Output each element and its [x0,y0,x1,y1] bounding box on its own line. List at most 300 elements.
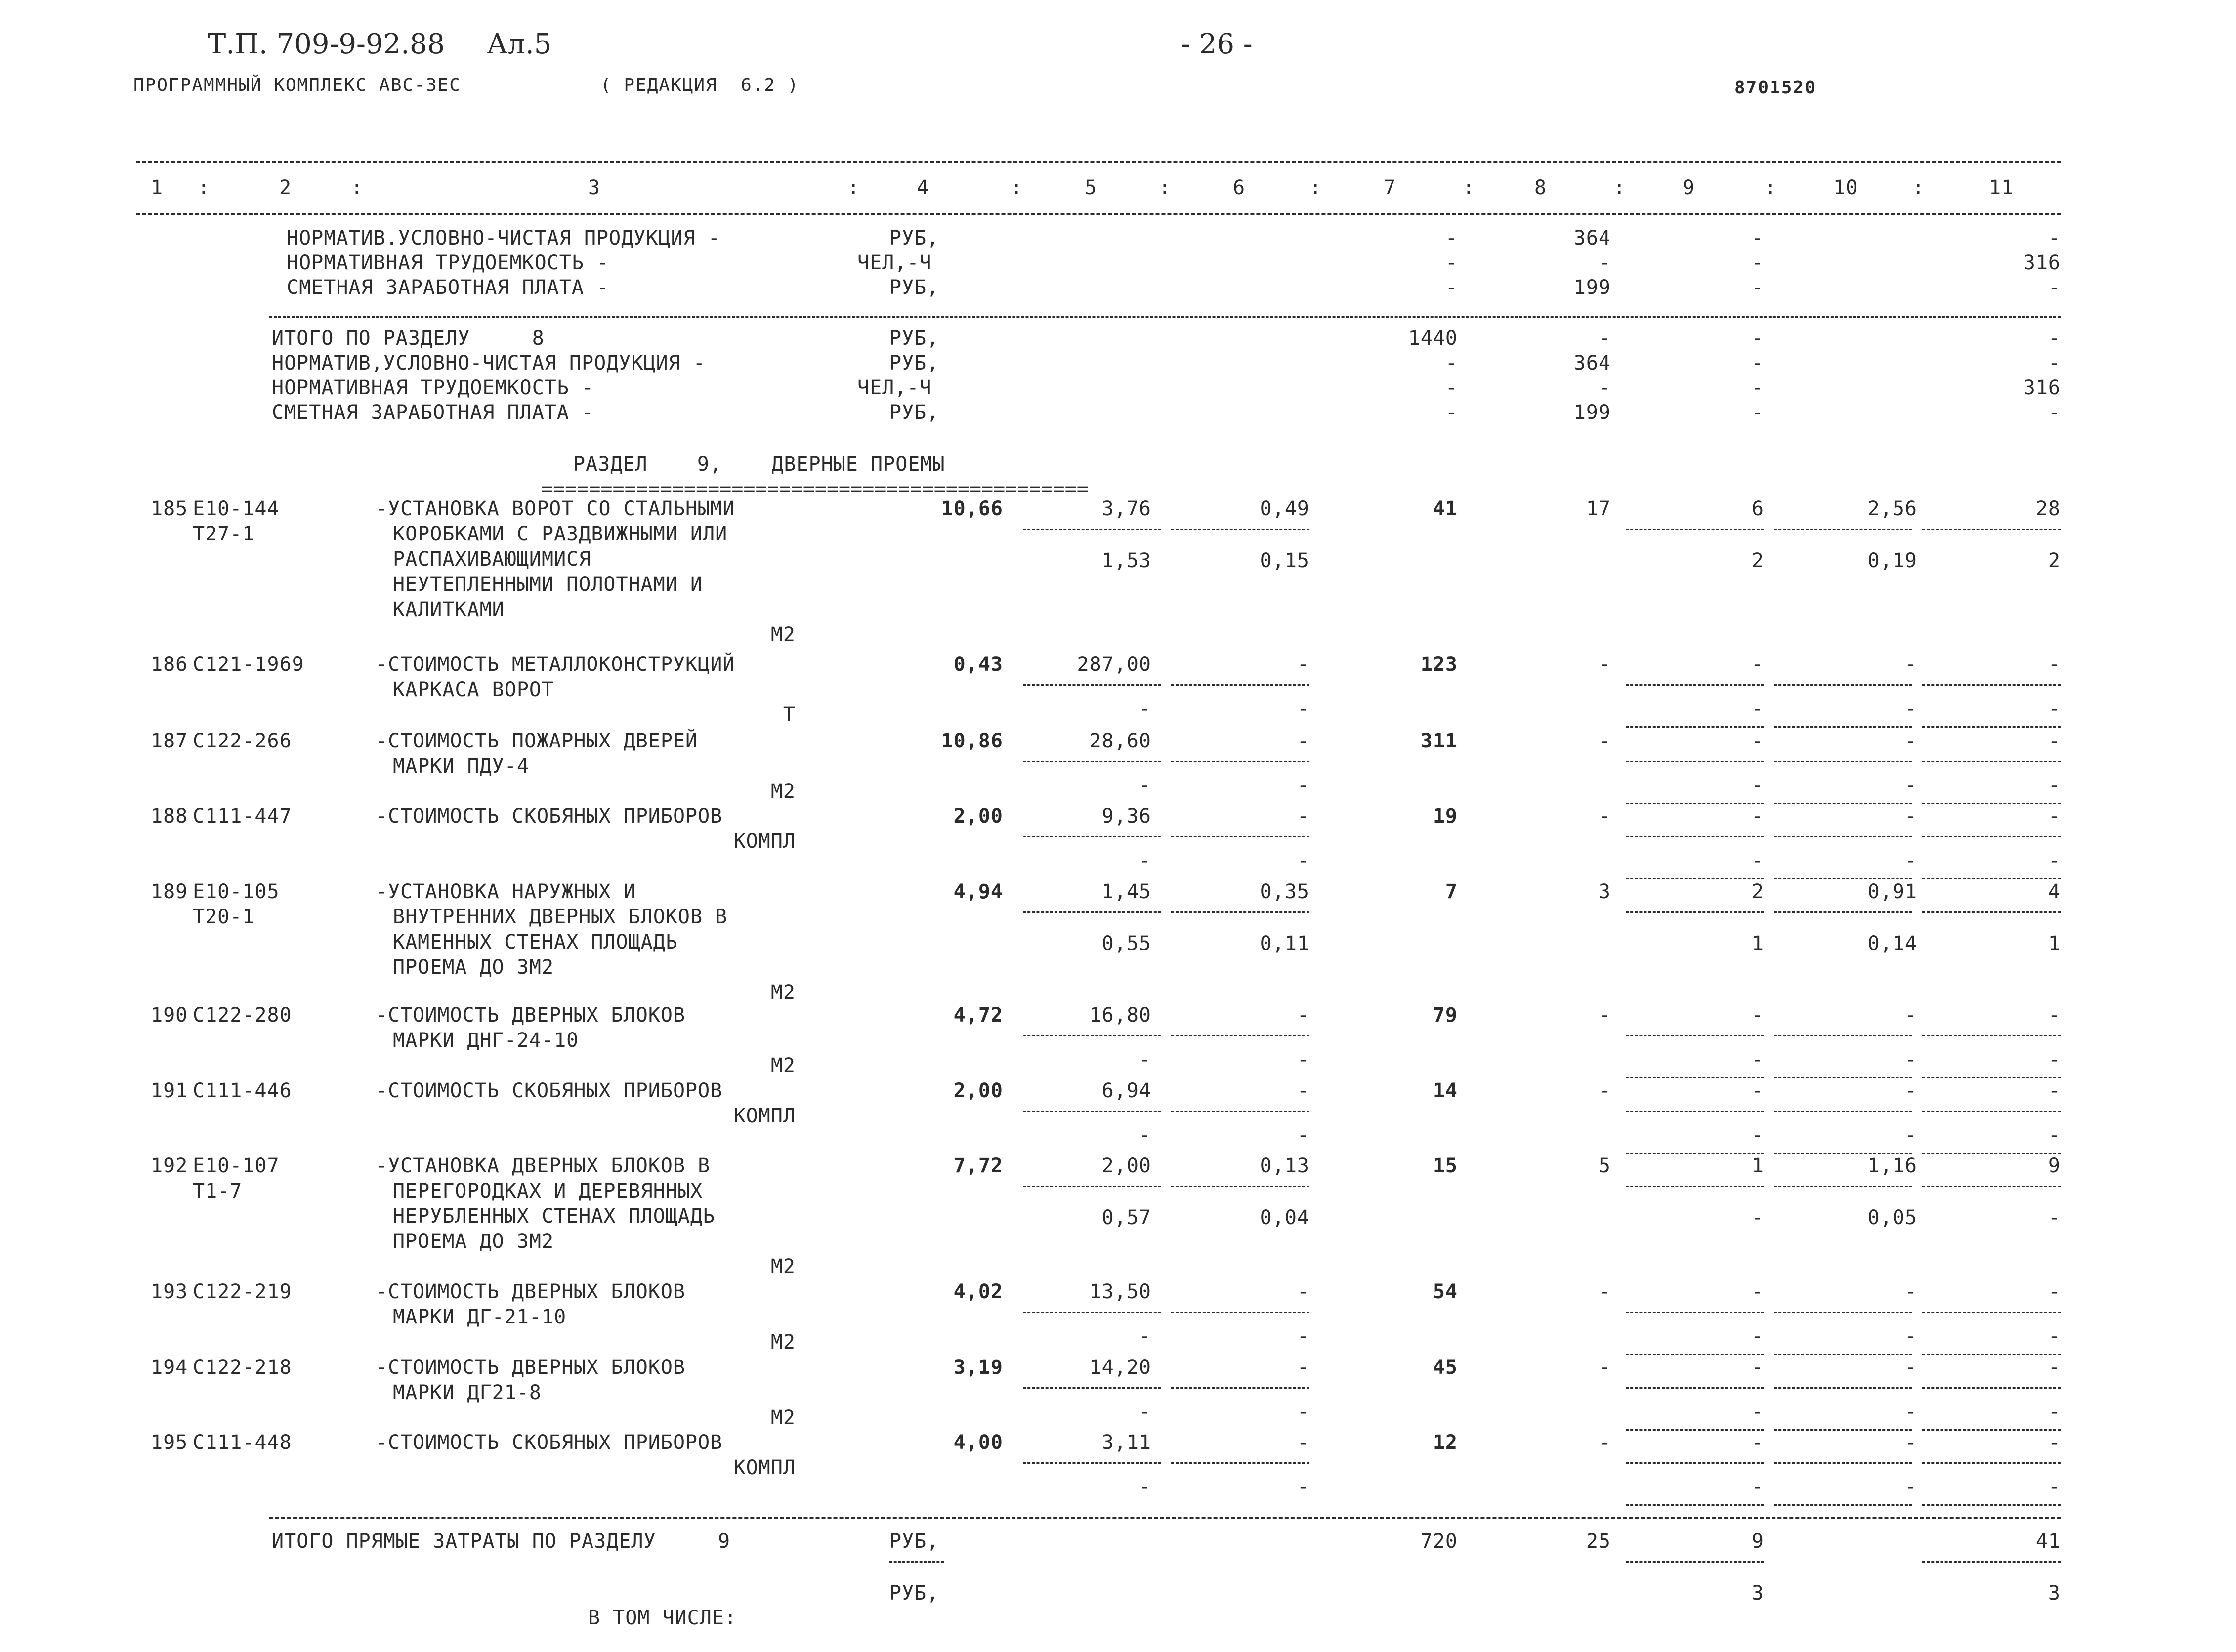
summary-c8: - [1598,251,1611,274]
rule-c9 [1626,684,1764,686]
item-c6b: 0,04 [1260,1206,1309,1229]
including-label: В ТОМ ЧИСЛЕ: [588,1607,737,1629]
item-description-line: НЕУТЕПЛЕННЫМИ ПОЛОТНАМИ И [393,573,703,596]
doc-reference: Т.П. 709-9-92.88 [208,28,445,60]
column-separator: : [351,176,364,199]
item-c5b: - [1139,774,1151,797]
rule-c10b [1774,1354,1912,1355]
item-c11b: - [2048,1048,2061,1071]
rule-c9b [1626,1504,1764,1506]
program-name: ПРОГРАММНЫЙ КОМПЛЕКС АВС-3ЕС [133,75,461,95]
rule-c5 [1023,911,1161,913]
item-c6: - [1297,805,1309,827]
summary-unit: ЧЕЛ,-Ч [857,251,932,274]
item-c4: 10,86 [941,730,1003,752]
item-c10: - [1904,805,1917,827]
item-c5b: - [1139,1124,1151,1147]
rule-c9 [1626,836,1764,837]
item-c9: 2 [1751,880,1764,903]
summary-unit: ЧЕЛ,-Ч [857,376,932,399]
item-c10b: 0,19 [1867,549,1917,572]
item-number: 193 [151,1280,188,1303]
column-header-10: 10 [1833,176,1858,199]
item-c9b: - [1751,1325,1764,1348]
item-c9b: 2 [1751,549,1764,572]
item-c11b: - [2048,849,2061,872]
item-c10: - [1904,1079,1917,1102]
item-c11: - [2048,730,2061,752]
item-code: Е10-105 [193,880,280,903]
item-c7: 19 [1433,805,1458,827]
item-code: С122-219 [193,1280,292,1303]
rule-c9b [1626,1153,1764,1154]
summary-c11: - [2048,401,2061,424]
summary-c7: - [1445,276,1458,299]
item-unit: КОМПЛ [733,1456,796,1479]
item-unit: М2 [770,981,796,1004]
item-unit: М2 [770,780,796,803]
item-c10b: - [1904,774,1917,797]
rule-c9 [1626,529,1764,530]
item-description-line: КАМЕННЫХ СТЕНАХ ПЛОЩАДЬ [393,931,678,953]
item-c10b: - [1904,1124,1917,1147]
item-c8: 3 [1598,880,1611,903]
item-description-line: МАРКИ ДГ-21-10 [393,1306,567,1328]
rule-c9b [1626,1077,1764,1078]
rule-c10 [1774,684,1912,686]
rule-c9 [1626,1312,1764,1313]
item-c4: 7,72 [953,1155,1003,1177]
footer-c9-rule [1626,1561,1764,1563]
item-code: С122-218 [193,1356,292,1379]
rule-c5 [1023,684,1161,686]
rule-c10b [1774,803,1912,804]
item-c5b: 1,53 [1101,549,1151,572]
program-edition: ( РЕДАКЦИЯ 6.2 ) [600,75,800,95]
item-description-line: МАРКИ ДНГ-24-10 [393,1029,579,1052]
summary-c9: - [1751,327,1764,350]
item-c11: 4 [2048,880,2061,903]
item-c6b: - [1297,774,1309,797]
rule-c10b [1774,1429,1912,1431]
rule-c11b [1922,1504,2061,1506]
item-c7: 311 [1420,730,1458,752]
rule-c9 [1626,1111,1764,1112]
item-description-line: -УСТАНОВКА ВОРОТ СО СТАЛЬНЫМИ [376,497,735,520]
rule-c5 [1023,1186,1161,1187]
summary-c7: - [1445,251,1458,274]
item-code: С111-446 [193,1079,292,1102]
item-description-line: ПЕРЕГОРОДКАХ И ДЕРЕВЯННЫХ [393,1180,703,1202]
rule-c11b [1922,1153,2061,1154]
item-unit: М2 [770,1406,796,1429]
item-c10b: - [1904,1048,1917,1071]
rule-c11b [1922,878,2061,879]
rule-c11 [1922,911,2061,913]
item-number: 189 [151,880,188,903]
rule-c9 [1626,761,1764,762]
column-separator: : [1463,176,1476,199]
item-code-2: Т27-1 [193,523,255,545]
column-header-8: 8 [1534,176,1547,199]
item-c10: 0,91 [1867,880,1917,903]
rule-c10 [1774,1462,1912,1464]
summary-c11: - [2048,352,2061,374]
footer-c7: 720 [1420,1530,1458,1553]
summary-c9: - [1751,276,1764,299]
item-c6: - [1297,1079,1309,1102]
section-8-divider [269,316,2061,318]
item-c9: - [1751,1004,1764,1027]
rule-c10 [1774,529,1912,530]
item-unit: М2 [770,1054,796,1077]
item-number: 192 [151,1155,188,1177]
summary-c9: - [1751,352,1764,374]
summary-c8: - [1598,327,1611,350]
item-code: С121-1969 [193,653,304,676]
rule-c11b [1922,1429,2061,1431]
item-c8: - [1598,1431,1611,1454]
item-c10b: - [1904,1401,1917,1423]
summary-c11: - [2048,276,2061,299]
item-code: С111-447 [193,805,292,827]
rule-c11b [1922,803,2061,804]
summary-unit: РУБ, [889,227,939,249]
item-c5: 9,36 [1101,805,1151,827]
footer-c11b: 3 [2048,1582,2061,1605]
rule-c6 [1171,529,1309,530]
summary-c7: - [1445,227,1458,249]
column-separator: : [1011,176,1023,199]
rule-c6 [1171,761,1309,762]
rule-c9b [1626,1429,1764,1431]
rule-c10b [1774,726,1912,728]
item-c5: 3,11 [1101,1431,1151,1454]
item-c7: 79 [1433,1004,1458,1027]
rule-c6 [1171,836,1309,837]
item-c6: 0,13 [1260,1155,1309,1177]
item-description-line: ПРОЕМА ДО 3М2 [393,1230,554,1253]
item-c5: 28,60 [1089,730,1151,752]
item-description-line: -УСТАНОВКА ДВЕРНЫХ БЛОКОВ В [376,1155,711,1177]
item-c9: - [1751,1431,1764,1454]
rule-c11 [1922,1186,2061,1187]
summary-c9: - [1751,376,1764,399]
item-c11b: - [2048,1325,2061,1348]
summary-label: СМЕТНАЯ ЗАРАБОТНАЯ ПЛАТА - [287,276,609,299]
item-c10: 2,56 [1867,497,1917,520]
rule-c10 [1774,761,1912,762]
column-header-3: 3 [588,176,601,199]
rule-c10 [1774,911,1912,913]
rule-c6 [1171,1111,1309,1112]
item-c4: 4,72 [953,1004,1003,1027]
item-c8: - [1598,1356,1611,1379]
item-c8: - [1598,805,1611,827]
item-c7: 45 [1433,1356,1458,1379]
summary-unit: РУБ, [889,276,939,299]
column-header-6: 6 [1233,176,1246,199]
item-number: 187 [151,730,188,752]
rule-c11 [1922,836,2061,837]
item-c6: - [1297,1356,1309,1379]
item-c8: - [1598,653,1611,676]
rule-c10 [1774,1387,1912,1389]
column-header-rule [136,213,2061,215]
item-code: С122-280 [193,1004,292,1027]
item-c10: 1,16 [1867,1155,1917,1177]
rule-c10b [1774,1077,1912,1078]
item-c7: 15 [1433,1155,1458,1177]
item-c6: 0,35 [1260,880,1309,903]
item-c6b: - [1297,1325,1309,1348]
column-header-11: 11 [1989,176,2014,199]
rule-c10 [1774,1035,1912,1036]
item-c10b: - [1904,1476,1917,1498]
item-c4: 4,00 [953,1431,1003,1454]
item-c4: 2,00 [953,1079,1003,1102]
item-c6b: - [1297,849,1309,872]
item-c4: 0,43 [953,653,1003,676]
footer-unit-2: РУБ, [889,1582,939,1605]
summary-label: НОРМАТИВНАЯ ТРУДОЕМКОСТЬ - [287,251,609,274]
column-separator: : [847,176,860,199]
rule-c11b [1922,1354,2061,1355]
item-description-line: -СТОИМОСТЬ ПОЖАРНЫХ ДВЕРЕЙ [376,730,698,752]
rule-c10b [1774,878,1912,879]
item-description-line: МАРКИ ПДУ-4 [393,755,529,778]
item-description-line: -СТОИМОСТЬ СКОБЯНЫХ ПРИБОРОВ [376,1079,723,1102]
summary-label: НОРМАТИВ.УСЛОВНО-ЧИСТАЯ ПРОДУКЦИЯ - [287,227,720,249]
rule-c11 [1922,1462,2061,1464]
summary-c7: - [1445,376,1458,399]
item-c10b: 0,05 [1867,1206,1917,1229]
rule-c11 [1922,529,2061,530]
footer-total-label: ИТОГО ПРЯМЫЕ ЗАТРАТЫ ПО РАЗДЕЛУ 9 [272,1530,731,1553]
item-c11: 9 [2048,1155,2061,1177]
item-c5b: 0,55 [1101,932,1151,955]
summary-label: НОРМАТИВ,УСЛОВНО-ЧИСТАЯ ПРОДУКЦИЯ - [272,352,706,374]
footer-c8: 25 [1586,1530,1611,1553]
item-c5: 1,45 [1101,880,1151,903]
document-code: 8701520 [1734,78,1816,98]
item-description-line: РАСПАХИВАЮЩИМИСЯ [393,548,591,571]
item-c7: 12 [1433,1431,1458,1454]
item-c9b: - [1751,1476,1764,1498]
summary-c7: - [1445,352,1458,374]
item-c11: - [2048,1280,2061,1303]
item-c10: - [1904,1356,1917,1379]
rule-c9 [1626,1387,1764,1389]
rule-c10 [1774,1111,1912,1112]
summary-c8: - [1598,376,1611,399]
item-description-line: КОРОБКАМИ С РАЗДВИЖНЫМИ ИЛИ [393,523,728,545]
summary-unit: РУБ, [889,327,939,350]
item-c7: 7 [1445,880,1458,903]
item-c5: 16,80 [1089,1004,1151,1027]
summary-c11: - [2048,327,2061,350]
footer-unit: РУБ, [889,1530,939,1553]
column-header-2: 2 [279,176,292,199]
item-c7: 54 [1433,1280,1458,1303]
item-c8: - [1598,1004,1611,1027]
summary-c9: - [1751,251,1764,274]
item-c5b: - [1139,698,1151,720]
summary-label: НОРМАТИВНАЯ ТРУДОЕМКОСТЬ - [272,376,594,399]
item-description-line: -УСТАНОВКА НАРУЖНЫХ И [376,880,636,903]
item-description-line: -СТОИМОСТЬ ДВЕРНЫХ БЛОКОВ [376,1004,686,1027]
item-c6: 0,49 [1260,497,1309,520]
section-9-underline: ============================================== [541,478,1089,500]
item-c9: - [1751,730,1764,752]
rule-c9b [1626,726,1764,728]
item-c5: 13,50 [1089,1280,1151,1303]
item-c10: - [1904,1004,1917,1027]
rule-c10 [1774,836,1912,837]
item-c8: - [1598,730,1611,752]
item-c6b: 0,15 [1260,549,1309,572]
item-description-line: -СТОИМОСТЬ СКОБЯНЫХ ПРИБОРОВ [376,1431,723,1454]
item-c9: - [1751,1079,1764,1102]
item-c5: 3,76 [1101,497,1151,520]
rule-c5 [1023,761,1161,762]
album-number: Ал.5 [487,28,552,60]
column-separator: : [1613,176,1626,199]
table-top-rule [136,161,2061,163]
item-c11: - [2048,1079,2061,1102]
item-unit: КОМПЛ [733,1105,796,1127]
column-header-7: 7 [1384,176,1396,199]
summary-c8: 364 [1573,352,1611,374]
item-unit: М2 [770,1255,796,1278]
item-c6: - [1297,653,1309,676]
item-c5b: - [1139,1325,1151,1348]
item-c5b: - [1139,1476,1151,1498]
item-description-line: -СТОИМОСТЬ СКОБЯНЫХ ПРИБОРОВ [376,805,723,827]
footer-rule [269,1517,2061,1519]
rule-c10b [1774,1504,1912,1506]
item-number: 185 [151,497,188,520]
item-c4: 3,19 [953,1356,1003,1379]
rule-c11 [1922,684,2061,686]
rule-c9b [1626,803,1764,804]
item-c11b: - [2048,1206,2061,1229]
item-c6b: - [1297,1048,1309,1071]
item-description-line: НЕРУБЛЕННЫХ СТЕНАХ ПЛОЩАДЬ [393,1205,716,1228]
item-code: С122-266 [193,730,292,752]
item-c11: 28 [2035,497,2061,520]
rule-c9 [1626,1462,1764,1464]
footer-c11-rule [1922,1561,2061,1563]
item-c9b: - [1751,1206,1764,1229]
item-description-line: -СТОИМОСТЬ ДВЕРНЫХ БЛОКОВ [376,1356,686,1379]
rule-c6 [1171,911,1309,913]
item-number: 186 [151,653,188,676]
item-c9: - [1751,1356,1764,1379]
rule-c5 [1023,1462,1161,1464]
item-c8: 5 [1598,1155,1611,1177]
summary-c9: - [1751,401,1764,424]
item-c5: 6,94 [1101,1079,1151,1102]
rule-c6 [1171,684,1309,686]
item-c6b: - [1297,1401,1309,1423]
item-c5b: 0,57 [1101,1206,1151,1229]
item-description-line: ПРОЕМА ДО 3М2 [393,956,554,979]
item-c11: - [2048,805,2061,827]
item-c10b: - [1904,849,1917,872]
item-unit: Т [783,703,796,726]
rule-c11b [1922,726,2061,728]
item-c7: 14 [1433,1079,1458,1102]
summary-c7: 1440 [1408,327,1458,350]
item-c9: - [1751,805,1764,827]
column-separator: : [198,176,211,199]
item-c10: - [1904,1431,1917,1454]
item-description-line: КАЛИТКАМИ [393,598,505,621]
rule-c6 [1171,1462,1309,1464]
item-c11b: - [2048,1476,2061,1498]
item-c6: - [1297,1431,1309,1454]
summary-c8: 364 [1573,227,1611,249]
item-c10: - [1904,730,1917,752]
item-c7: 41 [1433,497,1458,520]
rule-c10b [1774,1153,1912,1154]
item-c4: 4,02 [953,1280,1003,1303]
column-separator: : [1159,176,1172,199]
item-c9b: - [1751,849,1764,872]
item-number: 191 [151,1079,188,1102]
item-c11: - [2048,653,2061,676]
item-c9b: - [1751,774,1764,797]
item-c5: 14,20 [1089,1356,1151,1379]
item-number: 190 [151,1004,188,1027]
rule-c5 [1023,1035,1161,1036]
rule-c6 [1171,1312,1309,1313]
item-description-line: МАРКИ ДГ21-8 [393,1381,542,1404]
rule-c11b [1922,1077,2061,1078]
column-separator: : [1309,176,1322,199]
item-unit: М2 [770,1331,796,1354]
summary-c11: - [2048,227,2061,249]
summary-c9: - [1751,227,1764,249]
item-c9: - [1751,1280,1764,1303]
item-c10b: - [1904,698,1917,720]
rule-c6 [1171,1186,1309,1187]
rule-c10 [1774,1186,1912,1187]
item-c11: - [2048,1004,2061,1027]
item-number: 195 [151,1431,188,1454]
item-c4: 10,66 [941,497,1003,520]
item-c11: - [2048,1431,2061,1454]
item-c6b: - [1297,1124,1309,1147]
item-c10b: 0,14 [1867,932,1917,955]
item-c9b: - [1751,698,1764,720]
item-description-line: -СТОИМОСТЬ МЕТАЛЛОКОНСТРУКЦИЙ [376,653,735,676]
item-c11b: 1 [2048,932,2061,955]
item-c9b: 1 [1751,932,1764,955]
column-header-4: 4 [917,176,929,199]
summary-unit: РУБ, [889,352,939,374]
column-separator: : [1764,176,1777,199]
item-c6b: 0,11 [1260,932,1309,955]
item-description-line: -СТОИМОСТЬ ДВЕРНЫХ БЛОКОВ [376,1280,686,1303]
rule-c9 [1626,1186,1764,1187]
rule-c10 [1774,1312,1912,1313]
rule-c6 [1171,1035,1309,1036]
rule-c5 [1023,529,1161,530]
column-separator: : [1912,176,1925,199]
item-c9b: - [1751,1048,1764,1071]
